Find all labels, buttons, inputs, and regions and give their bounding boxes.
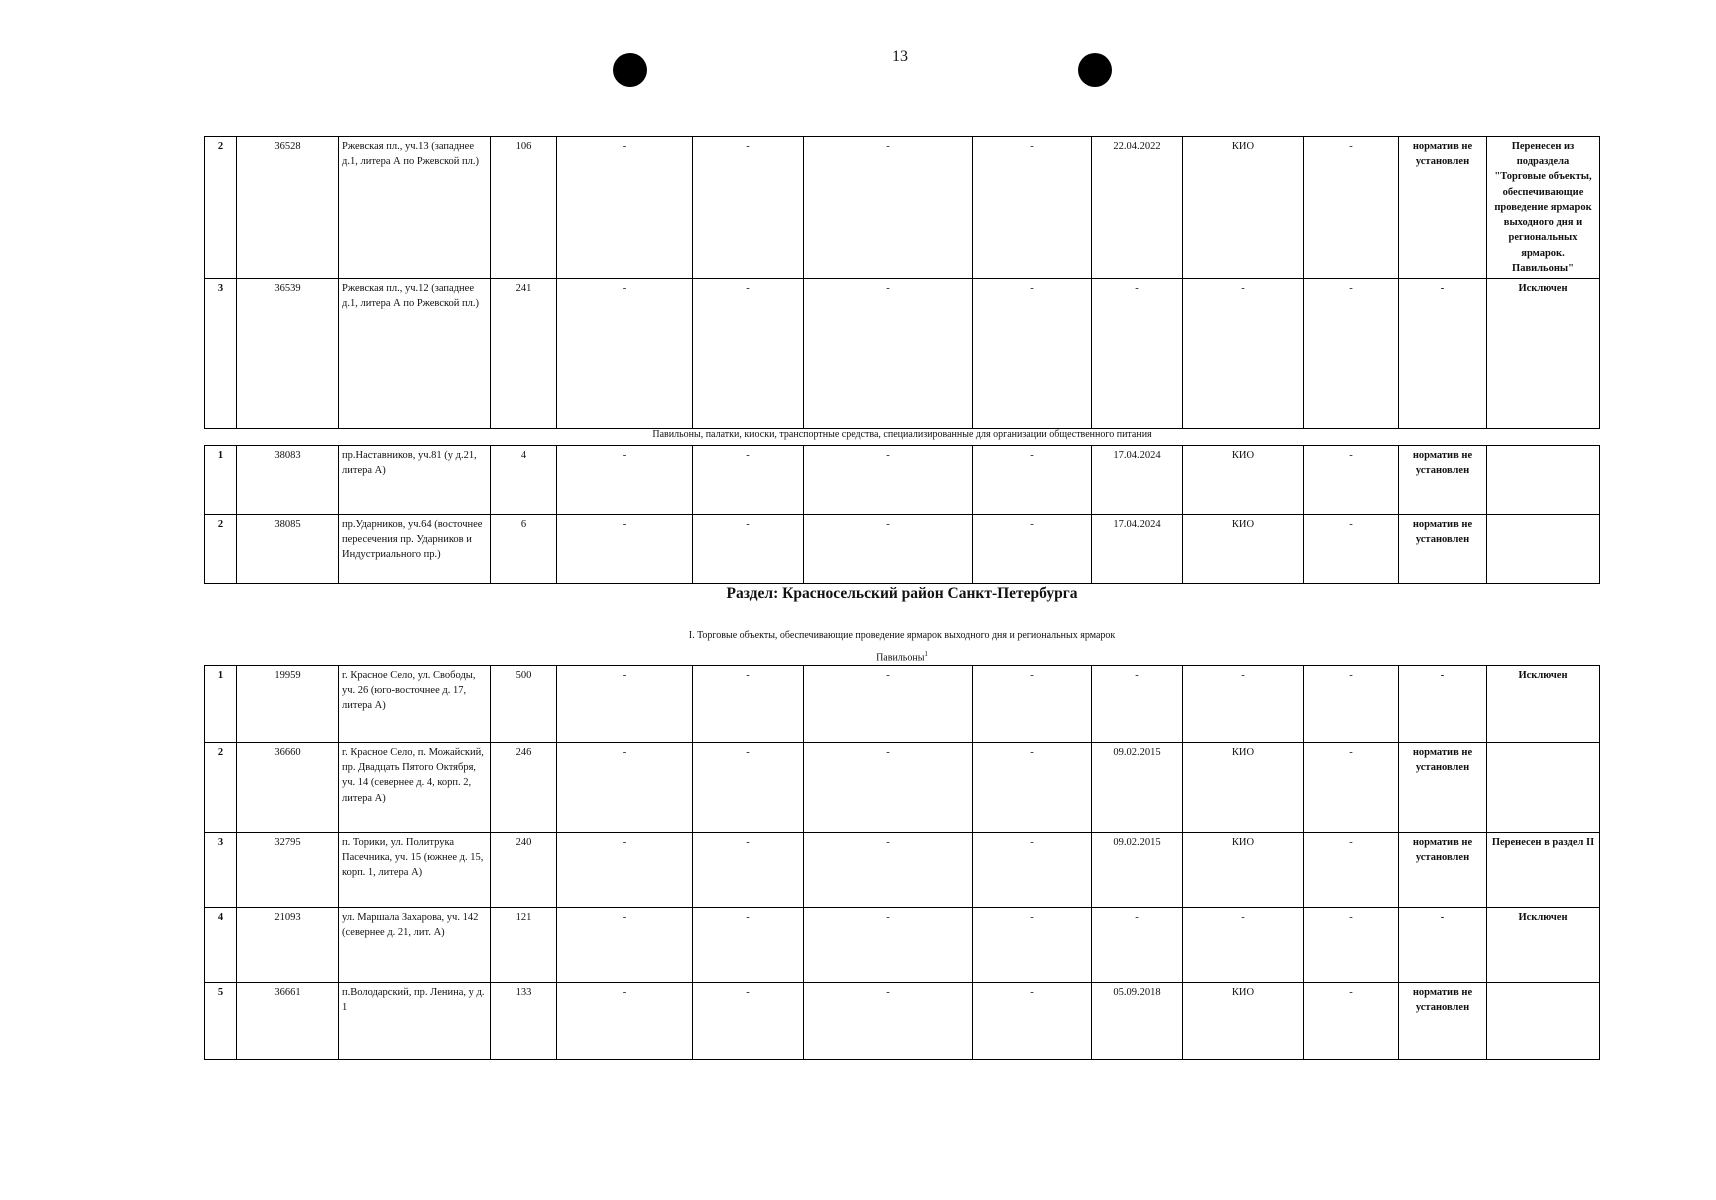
cell-id: 21093 [237,908,339,983]
cell-norm: норматив не установлен [1399,833,1487,908]
cell-org: - [1183,278,1304,428]
cell-id: 19959 [237,666,339,743]
cell-c8: - [973,515,1092,584]
binder-hole-left [613,53,647,87]
cell-org: КИО [1183,743,1304,833]
cell-id: 38083 [237,446,339,515]
table-krasnoselsky-pavilions [204,665,1600,1060]
binder-hole-right [1078,53,1112,87]
cell-num: 3 [205,278,237,428]
cell-note: Исключен [1487,278,1600,428]
cell-org: КИО [1183,833,1304,908]
category-title: I. Торговые объекты, обеспечивающие проведение ярмарок выходного дня и региональных ярмарок [688,630,1116,641]
cell-norm: норматив не установлен [1399,137,1487,279]
page-number: 13 [892,48,908,65]
cell-c11: - [1304,278,1399,428]
table-row [205,908,1600,983]
table-row [205,833,1600,908]
cell-num: 3 [205,833,237,908]
cell-address: Ржевская пл., уч.12 (западнее д.1, литера А по Ржевской пл.) [339,278,491,428]
cell-c6: - [693,137,804,279]
cell-note [1487,446,1600,515]
cell-c5: - [557,278,693,428]
cell-id: 36660 [237,743,339,833]
table-row [205,515,1600,584]
cell-c8: - [973,666,1092,743]
cell-c11: - [1304,833,1399,908]
cell-id: 38085 [237,515,339,584]
cell-area: 106 [491,137,557,279]
cell-note [1487,983,1600,1060]
section-title: Раздел: Красносельский район Санкт-Петербурга [726,585,1078,602]
cell-area: 241 [491,278,557,428]
cell-c11: - [1304,666,1399,743]
cell-note: Исключен [1487,666,1600,743]
cell-id: 32795 [237,833,339,908]
cell-c5: - [557,743,693,833]
cell-c6: - [693,908,804,983]
cell-c5: - [557,908,693,983]
footnote-marker: 1 [924,650,928,658]
cell-norm: - [1399,666,1487,743]
cell-c7: - [804,743,973,833]
cell-c8: - [973,983,1092,1060]
cell-org: - [1183,908,1304,983]
cell-c8: - [973,137,1092,279]
cell-c6: - [693,743,804,833]
cell-c7: - [804,666,973,743]
cell-num: 2 [205,137,237,279]
subcategory-title [204,650,1600,663]
cell-c6: - [693,666,804,743]
cell-c6: - [693,446,804,515]
table-row [205,666,1600,743]
cell-date: 17.04.2024 [1092,446,1183,515]
cell-address: п.Володарский, пр. Ленина, у д. 1 [339,983,491,1060]
cell-c6: - [693,833,804,908]
table-nevsky-pavilions [204,136,1600,429]
cell-c7: - [804,515,973,584]
cell-area: 121 [491,908,557,983]
table-row [205,137,1600,279]
cell-id: 36661 [237,983,339,1060]
cell-address: Ржевская пл., уч.13 (западнее д.1, литера А по Ржевской пл.) [339,137,491,279]
cell-c5: - [557,515,693,584]
cell-norm: - [1399,908,1487,983]
cell-address: ул. Маршала Захарова, уч. 142 (севернее д. 21, лит. А) [339,908,491,983]
cell-date: 17.04.2024 [1092,515,1183,584]
cell-c5: - [557,666,693,743]
cell-c11: - [1304,515,1399,584]
cell-c5: - [557,833,693,908]
cell-date: 22.04.2022 [1092,137,1183,279]
cell-c6: - [693,983,804,1060]
cell-norm: норматив не установлен [1399,446,1487,515]
cell-c7: - [804,833,973,908]
cell-date: 05.09.2018 [1092,983,1183,1060]
cell-area: 246 [491,743,557,833]
cell-date: - [1092,666,1183,743]
cell-norm: норматив не установлен [1399,515,1487,584]
cell-area: 240 [491,833,557,908]
cell-c6: - [693,278,804,428]
cell-c11: - [1304,446,1399,515]
cell-c5: - [557,137,693,279]
cell-norm: - [1399,278,1487,428]
cell-note: Перенесен из подраздела "Торговые объекты, обеспечивающие проведение ярмарок выходного дня и региональных ярмарок. Павильоны" [1487,137,1600,279]
cell-note [1487,743,1600,833]
cell-area: 500 [491,666,557,743]
cell-note: Исключен [1487,908,1600,983]
cell-address: п. Торики, ул. Политрука Пасечника, уч. 15 (южнее д. 15, корп. 1, литера А) [339,833,491,908]
cell-org: КИО [1183,137,1304,279]
cell-date: - [1092,908,1183,983]
cell-date: 09.02.2015 [1092,833,1183,908]
cell-address: пр.Наставников, уч.81 (у д.21, литера А) [339,446,491,515]
cell-c8: - [973,743,1092,833]
cell-c11: - [1304,137,1399,279]
cell-date: - [1092,278,1183,428]
cell-note: Перенесен в раздел II [1487,833,1600,908]
cell-org: - [1183,666,1304,743]
table-food-service [204,445,1600,584]
cell-num: 4 [205,908,237,983]
table-row [205,446,1600,515]
cell-address: г. Красное Село, ул. Свободы, уч. 26 (юго-восточнее д. 17, литера А) [339,666,491,743]
cell-org: КИО [1183,446,1304,515]
cell-org: КИО [1183,983,1304,1060]
cell-c8: - [973,833,1092,908]
cell-norm: норматив не установлен [1399,743,1487,833]
cell-address: г. Красное Село, п. Можайский, пр. Двадцать Пятого Октября, уч. 14 (севернее д. 4, корп. 2, литера А) [339,743,491,833]
table-row [205,278,1600,428]
cell-num: 2 [205,743,237,833]
cell-c5: - [557,983,693,1060]
cell-num: 1 [205,446,237,515]
cell-c7: - [804,278,973,428]
cell-note [1487,515,1600,584]
cell-c7: - [804,137,973,279]
cell-c8: - [973,446,1092,515]
cell-num: 1 [205,666,237,743]
cell-num: 2 [205,515,237,584]
cell-c5: - [557,446,693,515]
cell-c8: - [973,278,1092,428]
cell-c11: - [1304,743,1399,833]
cell-area: 133 [491,983,557,1060]
cell-c6: - [693,515,804,584]
cell-org: КИО [1183,515,1304,584]
table-row [205,983,1600,1060]
cell-area: 6 [491,515,557,584]
cell-c7: - [804,446,973,515]
subcategory-label: Павильоны [876,652,925,664]
cell-c8: - [973,908,1092,983]
cell-id: 36528 [237,137,339,279]
subheading-food-service: Павильоны, палатки, киоски, транспортные средства, специализированные для организации общественного питания [652,429,1152,440]
cell-c7: - [804,983,973,1060]
cell-date: 09.02.2015 [1092,743,1183,833]
cell-address: пр.Ударников, уч.64 (восточнее пересечения пр. Ударников и Индустриального пр.) [339,515,491,584]
cell-c11: - [1304,908,1399,983]
cell-area: 4 [491,446,557,515]
cell-id: 36539 [237,278,339,428]
cell-c7: - [804,908,973,983]
cell-num: 5 [205,983,237,1060]
cell-c11: - [1304,983,1399,1060]
cell-norm: норматив не установлен [1399,983,1487,1060]
table-row [205,743,1600,833]
